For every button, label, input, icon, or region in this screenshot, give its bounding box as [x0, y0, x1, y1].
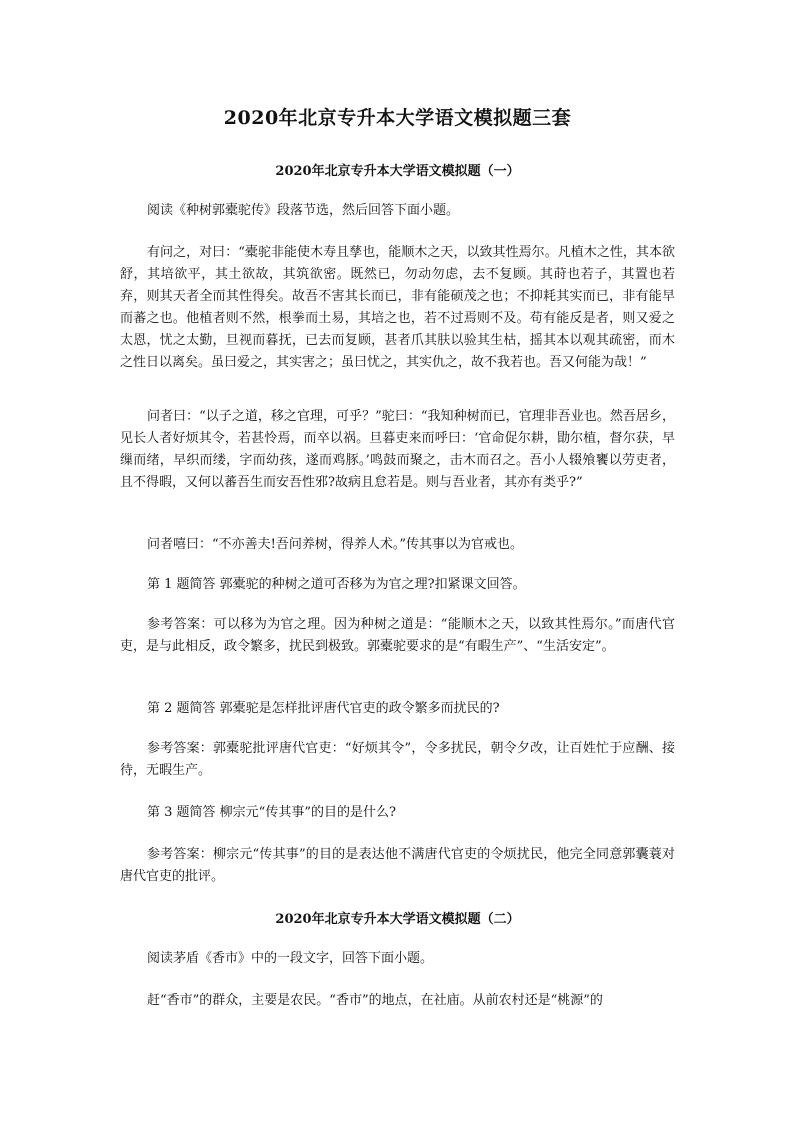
- answer-3: 参考答案：柳宗元“传其事”的目的是表达他不满唐代官吏的令烦扰民，他完全同意郭囊蓑对唐代官吏的批评。: [120, 847, 675, 884]
- section1-intro: 阅读《种树郭橐驼传》段落节选，然后回答下面小题。: [147, 203, 460, 218]
- question-1: 第 1 题简答 郭橐驼的种树之道可否移为为官之理?扣紧课文回答。: [147, 577, 526, 592]
- document-title: 2020年北京专升本大学语文模拟题三套: [223, 107, 572, 129]
- section-heading-2: 2020年北京专升本大学语文模拟题（二）: [275, 912, 520, 927]
- answer-1: 参考答案：可以移为为官之理。因为种树之道是：“能顺木之天，以致其性焉尔。”而唐代官吏，是与此相反，政令繁多，扰民到极致。郭橐驼要求的是“有暇生产”、“生活安定”。: [120, 617, 675, 654]
- passage-paragraph-3: 问者嘻曰：“不亦善夫!吾问养树，得养人术。”传其事以为官戒也。: [147, 537, 524, 552]
- section-heading-1: 2020年北京专升本大学语文模拟题（一）: [275, 164, 520, 179]
- passage-paragraph-2: 问者曰：“以子之道，移之官理，可乎？”驼曰：“我知种树而已，官理非吾业也。然吾居乡，见长人者好烦其令，若甚怜焉，而卒以祸。旦暮吏来而呼曰：‘官命促尔耕，勖尔植，督尔获，早缫而绪，早织而缕，字而幼孩，遂而鸡豚。’鸣鼓而聚之，击木而召之。吾小人辍飧饔以劳吏者，且不得暇，又何以蕃吾生而安吾性邪?故病且怠若是。则与吾业者，其亦有类乎?”: [120, 409, 675, 490]
- section2-intro: 阅读茅盾《香市》中的一段文字，回答下面小题。: [147, 951, 434, 966]
- passage-paragraph-4: 赶“香市”的群众，主要是农民。“香市”的地点，在社庙。从前农村还是“桃源”的: [147, 993, 603, 1008]
- question-3: 第 3 题简答 柳宗元“传其事”的目的是什么?: [147, 805, 396, 820]
- question-2: 第 2 题简答 郭橐驼是怎样批评唐代官吏的政令繁多而扰民的?: [147, 701, 500, 716]
- passage-paragraph-1: 有问之，对曰：“橐驼非能使木寿且孳也，能顺木之天，以致其性焉尔。凡植木之性，其本欲舒，其培欲平，其土欲故，其筑欲密。既然已，勿动勿虑，去不复顾。其莳也若子，其置也若弃，则其天者全而其性得矣。故吾不害其长而已，非有能硕茂之也；不抑耗其实而已，非有能早而蕃之也。他植者则不然，根拳而土易，其培之也，若不过焉则不及。苟有能反是者，则又爱之太恩，忧之太勤，旦视而暮抚，已去而复顾，甚者爪其肤以验其生枯，摇其本以观其疏密，而木之性日以离矣。虽曰爱之，其实害之；虽曰忧之，其实仇之，故不我若也。吾又何能为哉！”: [120, 245, 675, 370]
- answer-2: 参考答案：郭橐驼批评唐代官吏：“好烦其令”，令多扰民，朝令夕改，让百姓忙于应酬、接待，无暇生产。: [120, 741, 675, 778]
